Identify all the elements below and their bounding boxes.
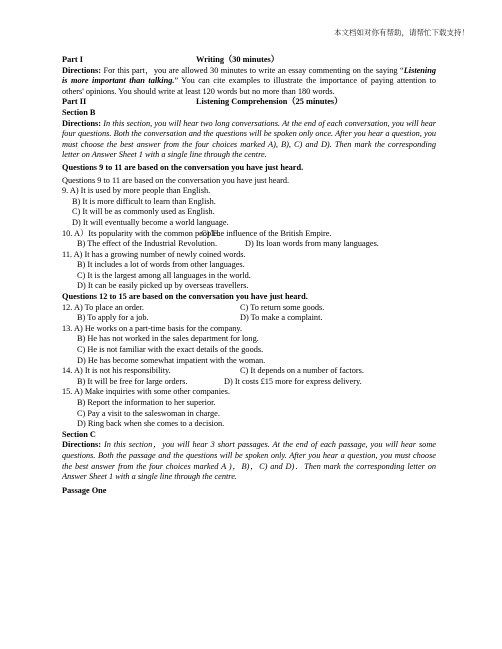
- q10-option-a: 10. A）Its popularity with the common people.: [62, 228, 220, 238]
- q9-option-b: B) It is more difficult to learn than English.: [72, 196, 216, 206]
- header-note: 本文档如对你有帮助，请帮忙下载支持！: [334, 28, 469, 37]
- part1-directions: [62, 66, 436, 98]
- q15-option-b: B) Report the information to her superior.: [77, 398, 216, 407]
- part1-dir-text-a: For this part，you are allowed 30 minutes to write an essay commenting on the saying “: [101, 65, 404, 75]
- q15-option-d: D) Ring back when she comes to a decision.: [77, 419, 225, 429]
- passage-one-heading: Passage One: [62, 485, 107, 495]
- q13-option-b: B) He has not worked in the sales department for long.: [77, 334, 259, 344]
- part1-dir-prefix: Directions:: [62, 65, 102, 75]
- q14-row-1: [62, 366, 436, 377]
- q14-option-a: 14. A) It is not his responsibility.: [62, 366, 171, 376]
- q11-option-c: C) It is the largest among all languages in the world.: [77, 270, 251, 280]
- q9-option-d: D) It will eventually become a world language.: [72, 217, 229, 227]
- part1-dir-text-b: ” You can cite examples to illustrate the importance of paying attention to others' opinions. You should write at least 120 words but no more than 180 words.: [62, 76, 436, 96]
- part2-title: Listening Comprehension（25 minutes）: [196, 97, 343, 107]
- q14-row-2: [62, 377, 436, 388]
- part2-heading: [62, 97, 436, 108]
- q12-row-1: [62, 303, 436, 314]
- q10-row-2: [62, 239, 436, 250]
- sectionB-directions: [62, 119, 436, 161]
- q9-option-c: C) It will be as commonly used as English.: [72, 207, 215, 217]
- part1-title: Writing（30 minutes）: [196, 55, 280, 64]
- part1-heading: [62, 55, 436, 66]
- q10-option-c: C) The influence of the British Empire.: [201, 228, 332, 238]
- q14-option-c: C) It depends on a number of factors.: [240, 366, 364, 376]
- q15-option-c: C) Pay a visit to the saleswoman in charge.: [77, 408, 220, 418]
- part1-label: Part I: [62, 55, 83, 64]
- sectionB-dir-text: In this section, you will hear two long conversations. At the end of each conversation, you will hear four questions. Both the conversation and the questions will be spoken only once. After you hear a question, you must choose the best answer from the four choices marked A), B), C) and D). Then mark the corresponding letter on Answer Sheet 1 with a single line through the centre.: [62, 118, 436, 160]
- q15-option-a: 15. A) Make inquiries with some other companies.: [62, 387, 230, 397]
- q9-option-a: 9. A) It is used by more people than English.: [62, 186, 211, 196]
- q13-option-a: 13. A) He works on a part-time basis for the company.: [62, 323, 243, 333]
- q12-option-b: B) To apply for a job.: [77, 313, 149, 323]
- q11-option-b: B) It includes a lot of words from other languages.: [77, 260, 245, 270]
- q10-option-b: B) The effect of the Industrial Revolution.: [77, 239, 218, 249]
- q12-option-d: D) To make a complaint.: [240, 313, 323, 323]
- sectionB-dir-prefix: Directions:: [62, 118, 102, 128]
- q14-option-d: D) It costs £15 more for express delivery.: [224, 376, 362, 386]
- q12-option-a: 12. A) To place an order.: [62, 302, 144, 312]
- part1-quote: Listening is more important than talking.: [62, 65, 436, 86]
- sectionC-dir-prefix: Directions:: [62, 440, 102, 450]
- group2-heading: Questions 12 to 15 are based on the conversation you have just heard.: [62, 292, 308, 302]
- q11-option-a: 11. A) It has a growing number of newly coined words.: [62, 249, 246, 259]
- q11-option-d: D) It can be easily picked up by overseas travellers.: [77, 281, 249, 291]
- group1-heading: Questions 9 to 11 are based on the conversation you have just heard.: [62, 162, 304, 172]
- sectionC-directions: [62, 440, 436, 482]
- group1-heading-plain: Questions 9 to 11 are based on the conversation you have just heard.: [62, 175, 290, 185]
- q12-option-c: C) To return some goods.: [240, 302, 325, 312]
- document-body: [62, 55, 436, 496]
- q12-row-2: [62, 313, 436, 324]
- q10-option-d: D) Its loan words from many languages.: [245, 239, 379, 249]
- part2-label: Part II: [62, 97, 87, 107]
- sectionC-title: Section C: [62, 429, 96, 439]
- q10-row-1: [62, 229, 436, 240]
- q13-option-c: C) He is not familiar with the exact details of the goods.: [77, 345, 264, 355]
- sectionB-title: Section B: [62, 107, 96, 117]
- q13-option-d: D) He has become somewhat impatient with the woman.: [77, 355, 266, 365]
- sectionC-dir-text: In this section，you will hear 3 short passages. At the end of each passage, you will hear some questions. Both the passage and the questions will be spoken only. After you hear a question, you must choose the best answer from the four choices marked A )，B)，C) and D)．Then mark the corresponding letter on Answer Sheet 1 with a single line through the centre.: [62, 440, 436, 482]
- q14-option-b: B) It will be free for large orders.: [77, 376, 188, 386]
